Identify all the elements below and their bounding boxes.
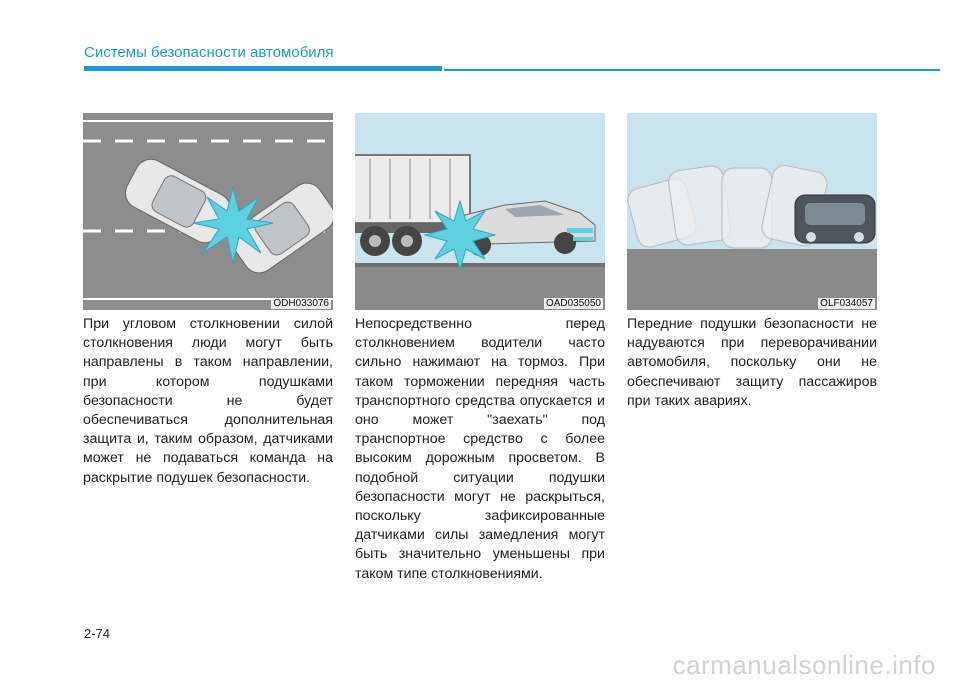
impact-star-icon: [425, 201, 495, 269]
figure-underride-collision: [355, 113, 605, 310]
figure-code: OAD035050: [545, 298, 601, 309]
underride-illustration: [355, 113, 605, 310]
figure-code: OLF034057: [820, 298, 873, 309]
page-number: 2-74: [84, 626, 111, 641]
section-title: Системы безопасности автомобиля: [84, 44, 334, 61]
header-rule-thick: [84, 66, 442, 71]
angle-collision-illustration: [83, 113, 333, 310]
watermark: carmanualsonline.info: [672, 650, 936, 680]
rollover-car-icon: [795, 195, 875, 243]
figure-code: ODH033076: [273, 298, 329, 309]
text-column-angle-collision: При угловом столкновении силой столкновения люди могут быть направлены в таком направлении, при котором подушками безопасности не будет обеспечиваться дополнительная защита и, таким образом, датчиками может не подаваться команда на раскрытие подушек безопасности.: [83, 316, 333, 486]
text-column-underride: Непосредственно перед столкновением водители часто сильно нажимают на тормоз. При таком торможении передняя часть транспортного средства опускается и оно может "заехать" под транспортное средство с более высоким дорожным просветом. В подобной ситуации подушки безопасности могут не раскрыться, поскольку зафиксированные датчиками силы замедления могут быть значительно уменьшены при таком типе столкновениями.: [355, 316, 605, 582]
header-rule-thin: [444, 69, 940, 71]
text-column-rollover: Передние подушки безопасности не надуваются при переворачивании автомобиля, поскольку они не обеспечивают защиту пассажиров при таких авариях.: [627, 316, 877, 409]
figure-angle-collision: [83, 113, 333, 310]
rollover-illustration: [627, 113, 877, 310]
figure-rollover: [627, 113, 877, 310]
